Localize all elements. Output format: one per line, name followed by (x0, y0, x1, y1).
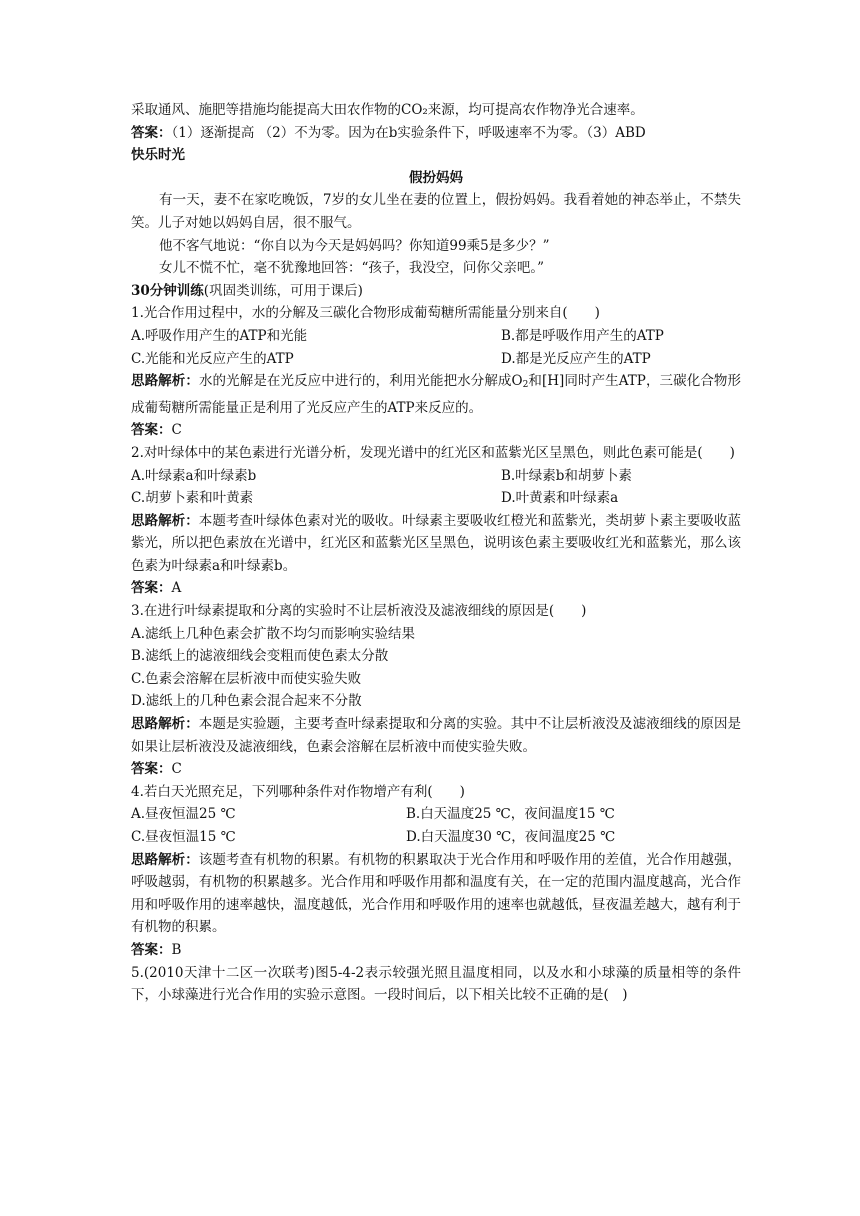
q4-answer (131, 939, 741, 962)
document-page (131, 99, 741, 1007)
q2-option-a: A.叶绿素a和叶绿素b (131, 467, 257, 484)
answer-label: 答案： (131, 761, 172, 778)
q2-option-d: D.叶黄素和叶绿素a (501, 490, 619, 507)
q5-stem: 5.(2010天津十二区一次联考)图5-4-2表示较强光照且温度相同，以及水和小球藻的质量相等的条件下，小球藻进行光合作用的实验示意图。一段时间后，以下相关比较不正确的是( ) (131, 964, 741, 1004)
analysis-label: 思路解析： (131, 373, 199, 390)
q4-analysis-text: 该题考查有机物的积累。有机物的积累取决于光合作用和呼吸作用的差值，光合作用越强，呼吸越弱，有机物的积累越多。光合作用和呼吸作用都和温度有关，在一定的范围内温度越高，光合作用和呼吸作用的速率越快，温度越低，光合作用和呼吸作用的速率也就越低，昼夜温差越大，越有利于有机物的积累。 (131, 851, 742, 936)
q2-analysis (131, 510, 741, 578)
q2-option-c: C.胡萝卜素和叶黄素 (131, 490, 254, 507)
q2-analysis-text: 本题考查叶绿体色素对光的吸收。叶绿素主要吸收红橙光和蓝紫光，类胡萝卜素主要吸收蓝紫光，所以把色素放在光谱中，红光区和蓝紫光区呈黑色，说明该色素主要吸收红光和蓝紫光，那么该色素为叶绿素a和叶绿素b。 (131, 512, 742, 574)
q1-analysis-subscript: 2 (522, 380, 529, 391)
q1-option-d: D.都是光反应产生的ATP (501, 350, 651, 367)
q1-analysis-part-1: 水的光解是在光反应中进行的，利用光能把水分解成O (198, 373, 523, 390)
q4-analysis (131, 849, 741, 939)
answer-label: 答案： (131, 422, 172, 439)
q4-stem: 4.若白天光照充足，下列哪种条件对作物增产有利( ) (131, 783, 465, 800)
q4-options-row-2 (131, 826, 741, 849)
q1-option-a: A.呼吸作用产生的ATP和光能 (131, 327, 308, 344)
answer-label: 答案： (131, 124, 172, 141)
story-paragraph-3: 女儿不慌不忙，毫不犹豫地回答：“孩子，我没空，问你父亲吧。” (159, 260, 545, 277)
q2-stem: 2.对叶绿体中的某色素进行光谱分析，发现光谱中的红光区和蓝紫光区呈黑色，则此色素可能是( ) (131, 444, 735, 461)
training-title: 30分钟训练 (131, 282, 204, 299)
q4-option-a: A.昼夜恒温25 ℃ (131, 806, 236, 823)
q1-options-row-2 (131, 348, 741, 371)
q2-answer (131, 577, 741, 600)
q1-options-row-1 (131, 325, 741, 348)
q3-answer (131, 758, 741, 781)
q3-analysis (131, 713, 741, 758)
q1-answer (131, 419, 741, 442)
q1-option-b: B.都是呼吸作用产生的ATP (501, 327, 664, 344)
q3-stem: 3.在进行叶绿素提取和分离的实验时不让层析液没及滤液细线的原因是( ) (131, 603, 587, 620)
q2-option-b: B.叶绿素b和胡萝卜素 (501, 467, 632, 484)
training-heading (131, 280, 741, 303)
q4-option-d: D.白天温度30 ℃，夜间温度25 ℃ (406, 829, 616, 845)
happy-heading: 快乐时光 (131, 147, 185, 164)
answer-label: 答案： (131, 941, 172, 958)
story-title: 假扮妈妈 (409, 169, 463, 186)
q4-answer-value: B (171, 941, 182, 958)
q3-option-d: D.滤纸上的几种色素会混合起来不分散 (131, 693, 362, 710)
story-paragraph-2: 他不客气地说：“你自以为今天是妈妈吗？你知道99乘5是多少？” (159, 237, 550, 254)
q1-stem: 1.光合作用过程中，水的分解及三碳化合物形成葡萄糖所需能量分别来自( ) (131, 305, 600, 322)
q3-answer-value: C (171, 761, 182, 778)
q3-option-a: A.滤纸上几种色素会扩散不均匀而影响实验结果 (131, 625, 416, 642)
q1-answer-value: C (171, 422, 182, 439)
training-note: (巩固类训练，可用于课后) (203, 282, 363, 299)
q2-answer-value: A (171, 580, 182, 597)
q2-options-row-2 (131, 487, 741, 510)
analysis-label: 思路解析： (131, 851, 199, 868)
q4-option-b: B.白天温度25 ℃，夜间温度15 ℃ (406, 806, 615, 823)
q1-analysis-part-2: 和[H]同时产生ATP，三碳化合物形成葡萄糖所需能量正是利用了光反应产生的ATP来反应的。 (131, 373, 741, 416)
analysis-label: 思路解析： (131, 716, 199, 733)
q3-option-b: B.滤纸上的滤液细线会变粗而使色素太分散 (131, 648, 389, 665)
q4-option-c: C.昼夜恒温15 ℃ (131, 829, 236, 845)
q3-option-c: C.色素会溶解在层析液中而使实验失败 (131, 670, 362, 687)
q2-options-row-1 (131, 465, 741, 488)
prev-answer (131, 122, 741, 145)
q1-option-c: C.光能和光反应产生的ATP (131, 350, 294, 367)
q3-analysis-text: 本题是实验题，主要考查叶绿素提取和分离的实验。其中不让层析液没及滤液细线的原因是如果让层析液没及滤液细线，色素会溶解在层析液中而使实验失败。 (131, 716, 742, 755)
continuation-line: 采取通风、施肥等措施均能提高大田农作物的CO₂来源，均可提高农作物净光合速率。 (131, 102, 644, 118)
answer-text: （1）逐渐提高 （2）不为零。因为在b实验条件下，呼吸速率不为零。（3）ABD (171, 124, 646, 141)
q4-options-row-1 (131, 803, 741, 826)
story-paragraph-1: 有一天，妻不在家吃晚饭，7岁的女儿坐在妻的位置上，假扮妈妈。我看着她的神态举止，不禁失笑。儿子对她以妈妈自居，很不服气。 (131, 192, 741, 231)
answer-label: 答案： (131, 580, 172, 597)
q1-analysis (131, 370, 741, 419)
analysis-label: 思路解析： (131, 512, 199, 529)
